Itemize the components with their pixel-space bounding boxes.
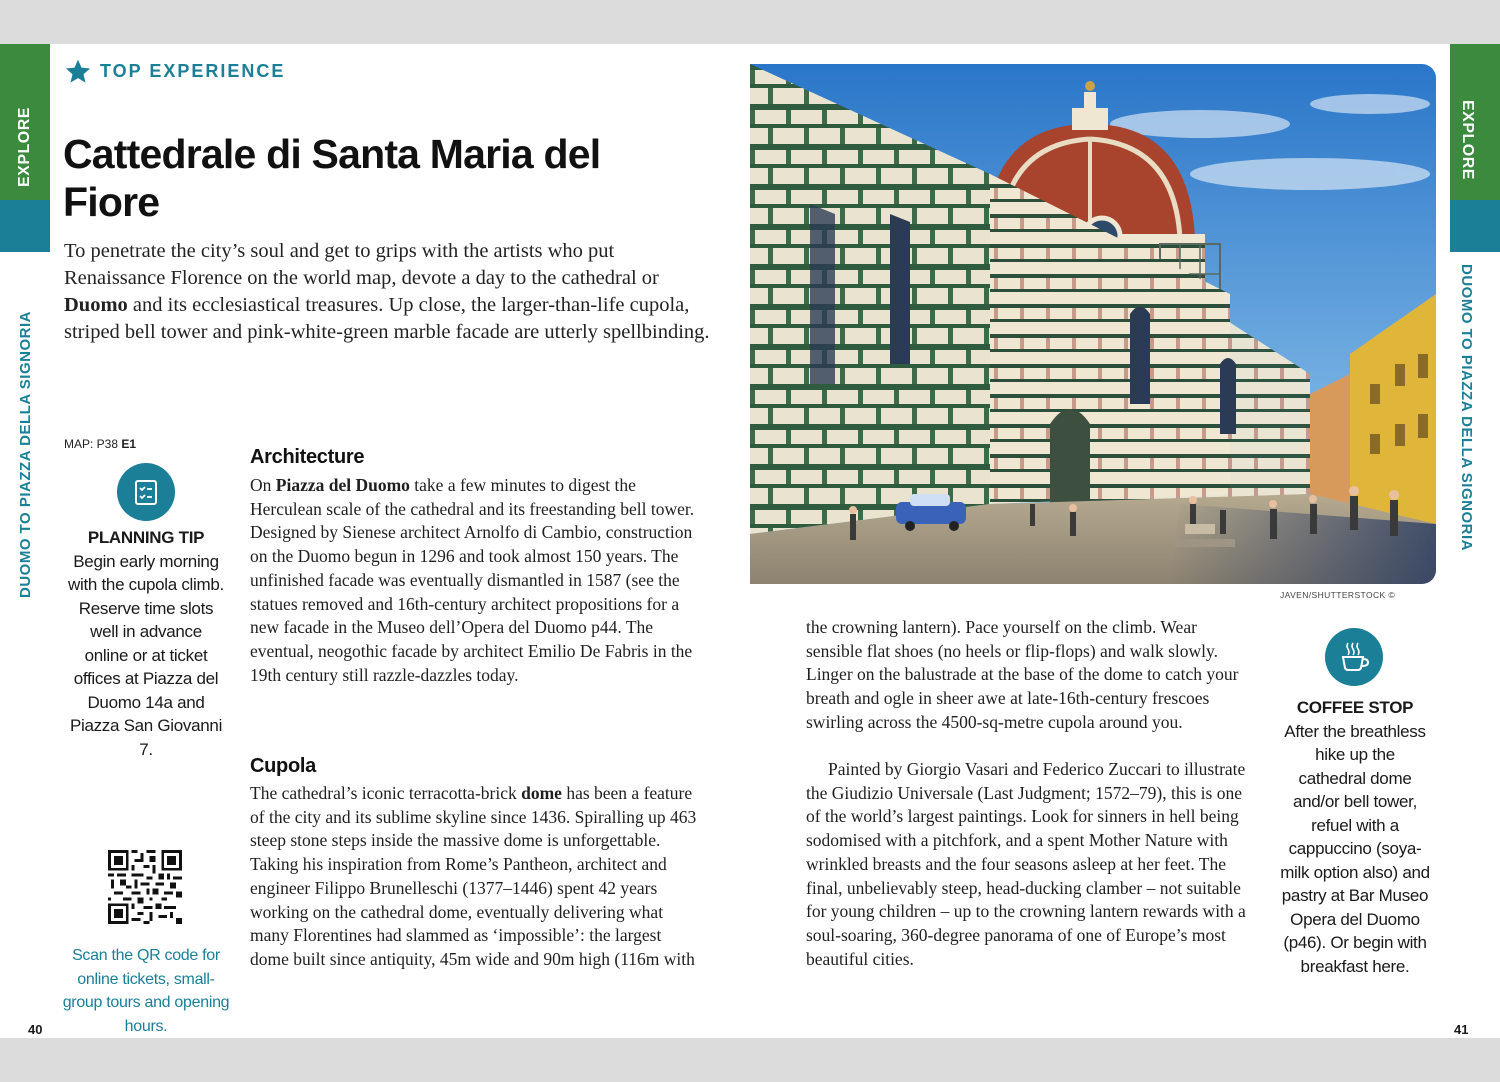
cupola-heading: Cupola	[250, 755, 316, 777]
checklist-icon	[117, 463, 175, 521]
planning-tip	[68, 526, 224, 761]
cupola-bold-dome: dome	[521, 783, 562, 803]
top-experience-label	[64, 58, 285, 85]
map-reference[interactable]	[64, 437, 136, 451]
continued-text-2: Painted by Giorgio Vasari and Federico Zuccari to illustrate the Giudizio Universale (Last Judgment; 1572–79), this is one of the world’s largest paintings. Look for sinners in hell being sodomised with a pitchfork, and a spent Mother Nature with wrinkled breasts and the four seasons asleep at her feet. The final, unbelievably steep, head-ducking clamber – not suitable for young children – up to the crowning lantern rewards with a soul-soaring, 360-degree panorama of one of Europe’s most beautiful cities.	[806, 759, 1246, 969]
section-tab-label-right: DUOMO TO PIAZZA DELLA SIGNORIA	[1458, 264, 1475, 551]
section-tab-color-left	[0, 200, 50, 252]
cupola-intro: The cathedral’s iconic terracotta-brick	[250, 783, 522, 803]
qr-code-note: Scan the QR code for online tickets, small-group tours and opening hours.	[62, 947, 230, 1035]
explore-tab-label: EXPLORE	[16, 107, 33, 187]
page-number-right: 41	[1454, 1022, 1469, 1037]
intro-bold-duomo: Duomo	[64, 294, 128, 316]
coffee-stop-heading: COFFEE STOP	[1296, 698, 1414, 717]
section-tab-color-right	[1450, 200, 1500, 252]
coffee-stop	[1280, 696, 1430, 978]
page-title: Cattedrale di Santa Maria del Fiore	[63, 131, 601, 225]
coffee-cup-icon	[1325, 628, 1383, 686]
qr-code-icon[interactable]	[108, 850, 182, 924]
map-prefix: MAP: P38	[64, 437, 122, 451]
star-icon	[64, 58, 92, 85]
intro-text-end: and its ecclesiastical treasures. Up close, the larger-than-life cupola, striped bell tower and pink-white-green marble facade are utterly spellbinding.	[64, 294, 710, 343]
section-tab-label-left: DUOMO TO PIAZZA DELLA SIGNORIA	[17, 311, 34, 598]
planning-tip-text: Begin early morning with the cupola climb. Reserve time slots well in advance online or at ticket offices at Piazza del Duomo 14a and Piazza San Giovanni 7.	[68, 551, 224, 759]
continued-text-1: the crowning lantern). Pace yourself on the climb. Wear sensible flat shoes (no heels or flip-flops) and walk slowly. Linger on the balustrade at the base of the dome to catch your breath and ogle in sheer awe at late-16th-century frescoes swirling across the 4500-sq-metre cupola around you.	[806, 617, 1239, 732]
coffee-stop-text: After the breathless hike up the cathedral dome and/or bell tower, refuel with a cappuccino (soya-milk option also) and pastry at Bar Museo Opera del Duomo (p46). Or begin with breakfast here.	[1280, 721, 1430, 976]
intro-paragraph	[64, 238, 714, 346]
architecture-body: take a few minutes to digest the Herculean scale of the cathedral and its freestanding bell tower. Designed by Sienese architect Arnolfo di Cambio, construction on the Duomo begun in 1296 and took almost 150 years. The unfinished facade was eventually dismantled in 1587 (see the statues removed and 16th-century architect propositions for a new facade in the Museo dell’Opera del Duomo p44. The eventual, neogothic facade by architect Emilio De Fabris in the 19th century still razzle-dazzles today.	[250, 475, 695, 685]
architecture-bold-piazza: Piazza del Duomo	[275, 475, 410, 495]
duomo-photo	[750, 64, 1436, 584]
architecture-intro: On	[250, 475, 276, 495]
top-experience-text: TOP EXPERIENCE	[100, 61, 286, 81]
map-grid-ref: E1	[121, 437, 137, 451]
architecture-text	[250, 474, 698, 687]
explore-tab-label: EXPLORE	[1459, 100, 1476, 180]
cupola-text	[250, 782, 700, 972]
cupola-body: has been a feature of the city and its sublime skyline since 1436. Spiralling up 463 steep stone steps inside the massive dome is unforgettable. Taking his inspiration from Rome’s Pantheon, architect and engineer Filippo Brunelleschi (1377–1446) spent 42 years working on the cathedral dome, eventually delivering what many Florentines had slammed as ‘impossible’: the largest dome built since antiquity, 45m wide and 90m high (116m with	[250, 783, 697, 969]
photo-credit: JAVEN/SHUTTERSTOCK ©	[1280, 590, 1396, 600]
intro-text: To penetrate the city’s soul and get to grips with the artists who put Renaissance Florence on the world map, devote a day to the cathedral or	[64, 240, 659, 289]
page-number-left: 40	[28, 1022, 43, 1037]
planning-tip-heading: PLANNING TIP	[87, 528, 205, 547]
architecture-heading: Architecture	[250, 446, 365, 468]
